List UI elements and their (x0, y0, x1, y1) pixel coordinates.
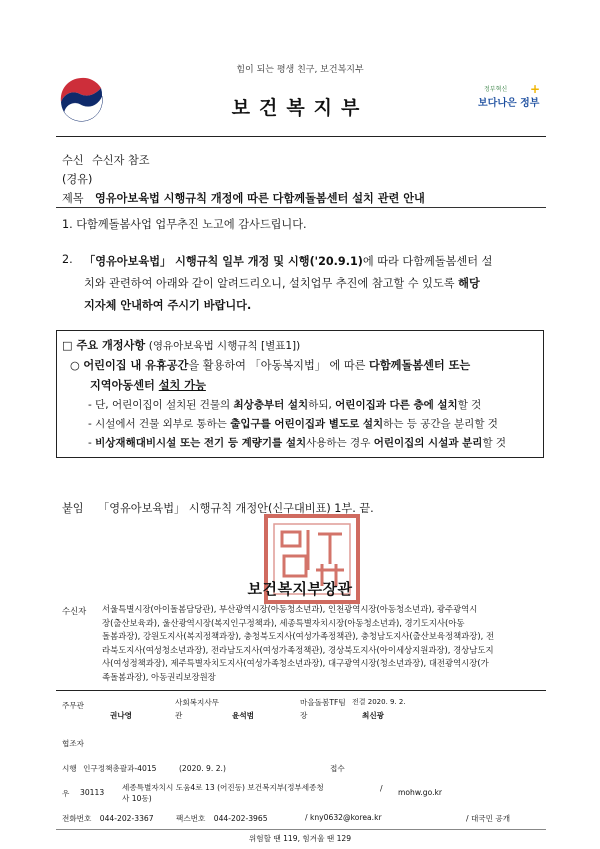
subject-divider (56, 207, 546, 208)
recipients-line: 사(여성정책과장), 제주특별자치도지사(여성가족청소년과장), 대구광역시장(청소년과장), 대전광역시장(가 (102, 658, 489, 669)
b-bold-1: 어린이집 내 유휴공간 (83, 359, 189, 372)
s3-text-3: 할 것 (482, 437, 507, 449)
exec-row (62, 763, 226, 774)
b-bold-2: 다함께돌봄센터 또는 (369, 359, 471, 372)
approver-title-2: 장 (300, 711, 308, 720)
s2-text-2: 하는 등 공간을 분리할 것 (383, 418, 498, 430)
s2-text-1: - 시설에서 건물 외부로 통하는 (88, 418, 231, 430)
recipients-label: 수신자 (62, 606, 87, 616)
exec-date: (2020. 9. 2.) (178, 764, 226, 773)
p2-text-1: 에 따라 다함께돌봄센터 설 (362, 255, 493, 268)
phone-value: 044-202-3367 (99, 814, 154, 823)
paragraph-1: 1. 다함께돌봄사업 업무추진 노고에 감사드립니다. (62, 218, 307, 231)
reviewer-name: 윤석범 (232, 711, 255, 720)
reviewer-title-2: 관 (175, 711, 183, 720)
s2-bold-1: 출입구를 어린이집과 별도로 설치 (230, 418, 384, 430)
zip-label: 우 (62, 789, 70, 798)
address (122, 782, 324, 804)
via-label: (경유) (62, 173, 93, 186)
s1-text-1: - 단, 어린이집이 설치된 건물의 (88, 399, 234, 411)
attachment-text: 「영유아보육법」 시행규칙 개정안(신구대비표) 1부. 끝. (98, 502, 374, 515)
disclosure: / 대국민 공개 (466, 814, 511, 823)
p2-bold-3: 지자체 안내하여 주시기 바랍니다. (84, 299, 252, 312)
reviewer-title-1: 사회복지사무 (175, 698, 220, 707)
recipients-line: 돌봄과장), 강원도지사(복지정책과장), 충청북도지사(여성가족정책관), 충청남도지사(출산보육정책과장), 전 (102, 631, 495, 642)
approver-title-1: 마을돌봄TF팀 (300, 698, 346, 707)
slash: / (380, 784, 383, 793)
s3-bold-2: 어린이집의 시설과 분리 (373, 437, 483, 449)
logo-main-text: 보다나은 정부 (478, 98, 540, 109)
approve-note: 전결 2020. 9. 2. (352, 698, 406, 706)
footer-divider (56, 690, 546, 691)
approver-name: 최신광 (362, 711, 385, 720)
bottom-note: 위험할 땐 119, 힘겨울 땐 129 (248, 834, 352, 843)
zip-value: 30113 (80, 788, 105, 797)
s1-text-2: 하되, (308, 399, 336, 411)
exec-value: 인구정책총괄과-4015 (83, 764, 157, 773)
bottom-divider (56, 829, 546, 830)
homepage: mohw.go.kr (398, 788, 443, 797)
recipient-label: 수신 (62, 154, 84, 167)
cooperator-label: 협조자 (62, 739, 85, 748)
b-bold-3: 지역아동센터 (90, 379, 159, 392)
gov-innovation-logo (478, 84, 540, 118)
box-heading-bold: □ 주요 개정사항 (62, 339, 146, 352)
b-text-1: 을 활용하여 「아동복지법」 에 따른 (188, 359, 370, 372)
p2-text-2: 치와 관련하여 아래와 같이 알려드리오니, 설치업무 추진에 참고할 수 있도록 (84, 277, 459, 290)
paragraph-2-line-3 (84, 297, 251, 313)
phone-label: 전화번호 (62, 814, 92, 823)
issuer-name: 보건복지부장관 (247, 580, 353, 598)
box-sub-3 (88, 435, 506, 450)
b-bold-4: 설치 가능 (158, 379, 206, 392)
plus-icon: + (529, 82, 540, 96)
email: / kny0632@korea.kr (305, 813, 382, 822)
paragraph-2-line-2 (84, 275, 549, 291)
s1-text-3: 할 것 (457, 399, 482, 411)
s1-bold-1: 최상층부터 설치 (233, 399, 309, 411)
recipients-line: 족돌봄과장), 아동권리보장원장 (102, 671, 216, 682)
s3-text-2: 사용하는 경우 (306, 437, 374, 449)
address-line-1: 세종특별자치시 도움4로 13 (어진동) 보건복지부(정부세종청 (122, 783, 324, 792)
box-sub-1 (88, 397, 481, 412)
recipients-list (102, 603, 548, 685)
subject-value: 영유아보육법 시행규칙 개정에 따른 다함께돌봄센터 설치 관련 안내 (95, 192, 425, 205)
slogan: 힘이 되는 평생 친구, 보건복지부 (236, 65, 364, 75)
drafter-label: 주무관 (62, 701, 85, 710)
paragraph-2-line-1 (84, 253, 549, 269)
s3-bold-1: 비상재해대비시설 또는 전기 등 계량기를 설치 (95, 437, 307, 449)
contact-row (62, 813, 268, 824)
s3-text-1: - (88, 437, 96, 449)
recipients-line: 장(출산보육과), 울산광역시장(복지인구정책과), 세종특별자치시장(아동청소년과), 경기도지사(아동 (102, 617, 465, 628)
fax-value: 044-202-3965 (213, 814, 268, 823)
recipients-line: 서울특별시장(아이돌봄담당관), 부산광역시장(아동청소년과), 인천광역시장(아동청소년과), 광주광역시 (102, 604, 478, 614)
drafter-name: 권나영 (110, 711, 133, 720)
bullet-symbol: ○ (70, 359, 80, 372)
p2-bold-1: 「영유아보육법」 시행규칙 일부 개정 및 시행('20.9.1) (84, 255, 363, 268)
header-divider (56, 136, 546, 137)
box-bullet-line-2 (90, 377, 206, 393)
receipt-label: 접수 (330, 764, 345, 773)
recipients-line: 라북도지사(여성청소년과장), 전라남도지사(여성가족정책관), 경상북도지사(아이세상지원과장), 경상남도지 (102, 644, 494, 655)
s1-bold-2: 어린이집과 다른 층에 설치 (335, 399, 458, 411)
fax-label: 팩스번호 (175, 814, 206, 823)
exec-label: 시행 (62, 764, 77, 773)
box-heading (62, 337, 300, 353)
paragraph-2-number: 2. (62, 253, 73, 266)
p2-bold-2: 해당 (458, 277, 480, 290)
logo-small-text: 정부혁신 (484, 86, 508, 93)
attachment-label: 붙임 (62, 502, 84, 515)
subject-label: 제목 (62, 192, 84, 205)
page-title: 보건복지부 (231, 97, 369, 119)
address-line-2: 사 10동) (122, 794, 152, 803)
box-heading-text: (영유아보육법 시행규칙 [별표1]) (148, 340, 301, 352)
box-sub-2 (88, 416, 498, 431)
box-bullet-line-1 (70, 357, 470, 373)
recipient-value: 수신자 참조 (92, 154, 150, 167)
